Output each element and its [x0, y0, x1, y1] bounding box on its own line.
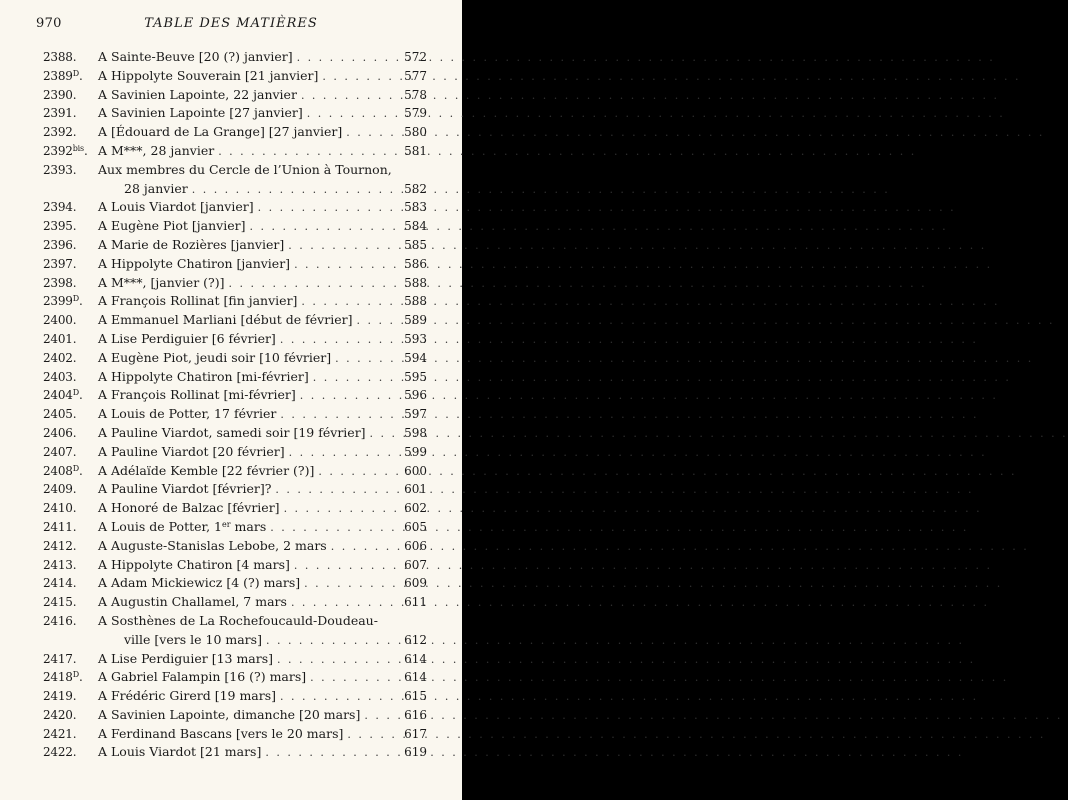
entry-title-text: A Pauline Viardot [20 février] [98, 443, 285, 459]
entry-title [98, 443, 285, 462]
dot-leader [294, 557, 992, 576]
entry-number-text: 2392 [43, 143, 73, 158]
entry-number [43, 349, 98, 368]
entry-number-text: 2410. [43, 501, 77, 516]
entry-title-line [98, 499, 401, 519]
entry-title [98, 368, 309, 387]
entry-title-text: A Hippolyte Chatiron [4 mars] [98, 556, 290, 572]
entry-title-line [98, 443, 401, 463]
entry-title-text: A Sainte-Beuve [20 (?) janvier] [98, 49, 293, 64]
toc-entry [43, 537, 427, 556]
toc-entry [43, 67, 427, 86]
entry-title-line [98, 593, 401, 613]
dot-leader [347, 726, 1045, 745]
entry-number-suffix: D [72, 388, 79, 398]
entry-number-text: 2407. [43, 444, 77, 459]
entry-number-text: 2392. [43, 125, 77, 140]
entry-title-line [98, 104, 401, 124]
dot-leader [229, 275, 927, 294]
entry-number [43, 443, 98, 462]
entry-number: $2408^D$. [43, 463, 83, 478]
entry-number [43, 330, 98, 349]
toc-entry [43, 104, 427, 123]
entry-number: $2404^D$. [43, 388, 83, 403]
entry-title-line [98, 462, 401, 482]
entry-number [43, 48, 98, 67]
entry-title [98, 292, 297, 311]
dot-leader [370, 425, 1068, 444]
entry-title-line [98, 198, 401, 218]
entry-number [43, 574, 98, 593]
entry-number [43, 725, 98, 744]
dot-leader [218, 143, 916, 162]
entry-number-text: 2394. [43, 200, 77, 215]
entry-number-text: 2416. [43, 613, 77, 628]
entry-page-number: 614 [404, 670, 427, 685]
entry-page-number: 597 [404, 407, 427, 422]
entry-number-suffix: D [72, 68, 79, 78]
entry-number-text: 2391. [43, 106, 77, 121]
entry-title [98, 236, 284, 255]
dot-leader [266, 632, 964, 651]
entry-page-number: 583 [404, 200, 427, 215]
entry-title-line-2 [98, 631, 401, 650]
dot-leader [265, 744, 963, 763]
toc-entry [43, 217, 427, 236]
entry-number [43, 255, 98, 274]
entry-title-line [98, 706, 401, 726]
toc-entry [43, 725, 427, 744]
entry-number-text: 2405. [43, 407, 77, 422]
entry-title-line [98, 480, 401, 500]
entry-title-line [98, 67, 401, 87]
entry-number [43, 236, 98, 255]
entry-title-line [98, 556, 401, 576]
entry-title-text: A Pauline Viardot, samedi soir [19 février] [98, 424, 366, 440]
toc-entry [43, 142, 427, 161]
entry-title-line [98, 668, 401, 688]
entry-page-number: 593 [404, 331, 427, 346]
running-title: TABLE DES MATIÈRES [144, 16, 318, 31]
entry-number [43, 217, 98, 236]
entry-number-text: 2420. [43, 707, 77, 722]
entry-title-text: A Lise Perdiguier [13 mars] [98, 650, 274, 666]
entry-title-text: A M***, 28 janvier [98, 142, 215, 158]
entry-number-text: 2415. [43, 595, 77, 610]
entry-title-text: A Augustin Challamel, 7 mars [98, 594, 287, 610]
entry-title-line [98, 368, 401, 388]
entry-number [43, 405, 98, 424]
toc-entry [43, 480, 427, 499]
entry-page-number: 578 [404, 87, 427, 102]
entry-title-text: A Louis de Potter, 1 [98, 518, 223, 534]
entry-title-line [98, 292, 401, 312]
entry-title-line [98, 255, 401, 275]
entry-page-number: 617 [404, 726, 427, 741]
dot-leader [280, 406, 978, 425]
entry-page-number: 611 [404, 595, 427, 610]
toc-entry [43, 462, 427, 481]
entry-title-text: A Emmanuel Marliani [début de février] [98, 312, 353, 328]
entry-title [98, 67, 318, 86]
toc-entry [43, 368, 427, 387]
entry-title-line-1: Aux membres du Cercle de l’Union à Tournon, [98, 161, 392, 177]
entry-title-text: A Savinien Lapointe, dimanche [20 mars] [98, 706, 361, 722]
running-header [36, 16, 426, 34]
entry-title [124, 631, 262, 650]
toc-entry [43, 274, 427, 293]
entry-title-line [98, 687, 401, 707]
entry-title-line [98, 236, 401, 256]
entry-number-text: 2418 [43, 670, 73, 685]
entry-title-line [98, 142, 401, 162]
entry-title-line [98, 650, 401, 670]
entry-number [43, 311, 98, 330]
entry-number [43, 499, 98, 518]
entry-number-text: 2389 [43, 68, 73, 83]
entry-title-text: A Louis Viardot [janvier] [98, 199, 254, 215]
dot-leader [289, 444, 987, 463]
entry-title [98, 650, 273, 669]
entry-number-text: 2402. [43, 350, 77, 365]
entry-title [98, 574, 300, 593]
entry-title-line-1: A Sosthènes de La Rochefoucauld-Doudeau- [98, 612, 378, 628]
entry-title-text: ville [vers le 10 mars] [124, 631, 262, 647]
entry-title-line [98, 123, 401, 143]
entry-title-text: A Lise Perdiguier [6 février] [98, 330, 276, 346]
entry-title-text: A Marie de Rozières [janvier] [98, 236, 285, 252]
entry-number-text: 2395. [43, 219, 77, 234]
toc-entry [43, 198, 427, 217]
toc-entry [43, 48, 427, 67]
dot-leader [335, 350, 1033, 369]
entry-title-line [98, 424, 401, 444]
toc-entry [43, 349, 427, 368]
entry-number-text: 2390. [43, 87, 77, 102]
entry-number-text: 2414. [43, 576, 77, 591]
entry-number [43, 612, 98, 650]
entry-title-text: A Eugène Piot [janvier] [98, 218, 246, 234]
entry-page-number: 581 [404, 143, 427, 158]
entry-title-text: A Ferdinand Bascans [vers le 20 mars] [98, 725, 344, 741]
entry-number [43, 650, 98, 669]
entry-number [43, 687, 98, 706]
toc-entry [43, 386, 427, 405]
entry-number-text: 2406. [43, 425, 77, 440]
entry-title-text: A Savinien Lapointe [27 janvier] [98, 105, 303, 121]
entry-number [43, 123, 98, 142]
entry-title [98, 499, 280, 518]
entry-page-number: 595 [404, 369, 427, 384]
entry-title-text: A [Édouard de La Grange] [27 janvier] [98, 124, 343, 140]
entry-title [98, 668, 306, 687]
entry-title-text: A François Rollinat [mi-février] [98, 387, 296, 403]
entry-page-number: 598 [404, 425, 427, 440]
toc-entry [43, 236, 427, 255]
entry-number-text: 2404 [43, 388, 73, 403]
entry-title-line [98, 330, 401, 350]
dot-leader [346, 124, 1044, 143]
entry-number-text: 2419. [43, 689, 77, 704]
entry-number [43, 368, 98, 387]
toc-entry [43, 650, 427, 669]
entry-title-text: A Adam Mickiewicz [4 (?) mars] [98, 575, 301, 591]
entry-title-text: A Hippolyte Souverain [21 janvier] [98, 67, 319, 83]
entry-page-number: 615 [404, 689, 427, 704]
entry-title [98, 274, 225, 293]
entry-page-number: 599 [404, 444, 427, 459]
entry-number [43, 424, 98, 443]
toc-entry [43, 687, 427, 706]
dot-leader [192, 181, 890, 200]
entry-title-block [98, 612, 401, 650]
entry-title-line [98, 217, 401, 237]
entry-number [43, 480, 98, 499]
entry-page-number: 586 [404, 256, 427, 271]
dot-leader [288, 237, 986, 256]
entry-title-line [98, 743, 401, 763]
entry-title-superscript: er [222, 519, 231, 529]
entry-title [98, 349, 331, 368]
entry-title [98, 462, 314, 481]
toc-entry [43, 405, 427, 424]
toc-entry [43, 518, 427, 537]
entry-number [43, 706, 98, 725]
entry-title-line [98, 405, 401, 425]
dot-leader [331, 538, 1029, 557]
toc-entry [43, 311, 427, 330]
toc-entry [43, 556, 427, 575]
dot-leader [270, 519, 968, 538]
dot-leader [258, 199, 956, 218]
entry-number [43, 274, 98, 293]
entry-title-text: A Frédéric Girerd [19 mars] [98, 688, 277, 704]
toc-entry [43, 255, 427, 274]
entry-number: $2418^D$. [43, 670, 83, 685]
entry-number-text: 2417. [43, 651, 77, 666]
dot-leader [250, 218, 948, 237]
entry-title [98, 142, 214, 161]
entry-page-number: 616 [404, 707, 427, 722]
entry-title-line [98, 725, 401, 745]
entry-title [98, 255, 290, 274]
entry-number-text: 2388. [43, 50, 77, 64]
entry-number [43, 593, 98, 612]
entry-title-text: A Hippolyte Chatiron [janvier] [98, 255, 291, 271]
entry-number: $2399^D$. [43, 294, 83, 309]
entry-page-number: 606 [404, 538, 427, 553]
toc-entry [43, 668, 427, 687]
entry-title [98, 743, 261, 762]
entry-page-number: 580 [404, 125, 427, 140]
entry-number [43, 86, 98, 105]
entry-title-line [98, 537, 401, 557]
toc-entry [43, 292, 427, 311]
entry-title-text: A Auguste-Stanislas Lebobe, 2 mars [98, 537, 327, 553]
entry-number-text: 2421. [43, 726, 77, 741]
entry-page-number: 594 [404, 350, 427, 365]
toc-entry [43, 161, 427, 199]
entry-title-line [98, 349, 401, 369]
entry-number [43, 743, 98, 762]
entry-number-text: 2403. [43, 369, 77, 384]
page-number: 970 [36, 16, 62, 31]
toc-entry [43, 424, 427, 443]
dot-leader [322, 68, 1020, 87]
entry-number [43, 161, 98, 199]
entry-title-line [98, 311, 401, 331]
dot-leader [280, 688, 978, 707]
toc-entry [43, 330, 427, 349]
entry-title-line [98, 386, 401, 406]
entry-title-block [98, 161, 401, 199]
entry-page-number: 609 [404, 576, 427, 591]
entry-number-suffix: D [72, 670, 79, 680]
toc-entry [43, 443, 427, 462]
entry-title-line-2 [98, 180, 401, 199]
entry-number [43, 556, 98, 575]
entry-number: $2392^{bis}$. [43, 143, 88, 158]
entry-title-text: A Eugène Piot, jeudi soir [10 février] [98, 349, 332, 365]
entry-number-suffix: bis [72, 143, 84, 153]
entry-title [98, 480, 271, 499]
entry-title [98, 556, 290, 575]
entry-number-text: 2412. [43, 538, 77, 553]
dot-leader [294, 256, 992, 275]
entry-title [98, 217, 246, 236]
dot-leader [277, 651, 975, 670]
dot-leader [284, 500, 982, 519]
dot-leader [280, 331, 978, 350]
entry-number [43, 518, 98, 537]
entry-title-text: A Honoré de Balzac [février] [98, 500, 280, 516]
entry-title [98, 198, 254, 217]
table-of-contents [43, 48, 427, 762]
entry-number-text: 2413. [43, 557, 77, 572]
entry-page-number: 601 [404, 482, 427, 497]
entry-page-number: 589 [404, 313, 427, 328]
entry-title [98, 725, 343, 744]
entry-page-number: 579 [404, 106, 427, 121]
entry-page-number: 577 [404, 68, 427, 83]
dot-leader [291, 594, 989, 613]
entry-title [98, 123, 342, 142]
entry-number-text: 2397. [43, 256, 77, 271]
entry-title-text: A Savinien Lapointe, 22 janvier [98, 86, 297, 102]
toc-entry [43, 612, 427, 650]
entry-page-number: 584 [404, 219, 427, 234]
toc-entry [43, 593, 427, 612]
entry-title-line [98, 48, 401, 68]
entry-title-text: A Adélaïde Kemble [22 février (?)] [98, 462, 315, 478]
entry-page-number: 612 [404, 632, 427, 647]
entry-number [43, 198, 98, 217]
toc-entry [43, 123, 427, 142]
entry-title-text: A Pauline Viardot [février]? [98, 481, 272, 497]
entry-title [98, 386, 296, 405]
entry-title-text-after: mars [230, 518, 267, 534]
toc-entry [43, 574, 427, 593]
entry-page-number: 596 [404, 388, 427, 403]
entry-title [98, 405, 276, 424]
entry-title-text: A Gabriel Falampin [16 (?) mars] [98, 669, 307, 685]
entry-title-text: A Louis de Potter, 17 février [98, 406, 277, 422]
entry-number-text: 2409. [43, 482, 77, 497]
entry-title-line [98, 274, 401, 294]
entry-page-number: 602 [404, 501, 427, 516]
book-page [0, 0, 462, 800]
entry-title [98, 86, 297, 105]
toc-entry [43, 499, 427, 518]
entry-title-text: A Hippolyte Chatiron [mi-février] [98, 368, 309, 384]
entry-number [43, 537, 98, 556]
entry-title-text: A François Rollinat [fin janvier] [98, 293, 298, 309]
entry-number-text: 2408 [43, 463, 73, 478]
entry-page-number: 605 [404, 519, 427, 534]
entry-title [98, 518, 266, 537]
entry-title-text: 28 janvier [124, 180, 188, 196]
dot-leader [364, 707, 1062, 726]
entry-number-text: 2398. [43, 275, 77, 290]
entry-number-text: 2393. [43, 162, 77, 177]
entry-title [98, 48, 293, 67]
entry-title-text: A Louis Viardot [21 mars] [98, 744, 262, 760]
entry-title [98, 537, 327, 556]
entry-number-suffix: D [72, 294, 79, 304]
entry-title [98, 104, 303, 123]
entry-title [98, 330, 276, 349]
entry-title-line [98, 518, 401, 538]
entry-title [124, 180, 188, 199]
entry-page-number: 614 [404, 651, 427, 666]
toc-entry [43, 743, 427, 762]
entry-title [98, 706, 360, 725]
entry-number: $2389^D$. [43, 68, 83, 83]
entry-number-text: 2422. [43, 745, 77, 760]
entry-page-number: 588 [404, 294, 427, 309]
entry-page-number: 600 [404, 463, 427, 478]
toc-entry [43, 706, 427, 725]
entry-title [98, 311, 352, 330]
entry-title [98, 424, 366, 443]
entry-number [43, 104, 98, 123]
entry-number-text: 2400. [43, 313, 77, 328]
entry-page-number: 585 [404, 237, 427, 252]
entry-number-text: 2399 [43, 294, 73, 309]
entry-number-text: 2396. [43, 237, 77, 252]
entry-number-text: 2411. [43, 519, 77, 534]
entry-title-line [98, 574, 401, 594]
entry-page-number: 619 [404, 745, 427, 760]
entry-title-text: A M***, [janvier (?)] [98, 274, 225, 290]
dot-leader [356, 312, 1054, 331]
entry-title [98, 687, 276, 706]
toc-entry [43, 86, 427, 105]
entry-title [98, 593, 287, 612]
entry-page-number: 572 [404, 50, 427, 64]
entry-number-suffix: D [72, 463, 79, 473]
entry-page-number: 607 [404, 557, 427, 572]
entry-page-number: 582 [404, 181, 427, 196]
entry-page-number: 588 [404, 275, 427, 290]
entry-title-line [98, 86, 401, 106]
entry-number-text: 2401. [43, 331, 77, 346]
dot-leader [275, 481, 973, 500]
